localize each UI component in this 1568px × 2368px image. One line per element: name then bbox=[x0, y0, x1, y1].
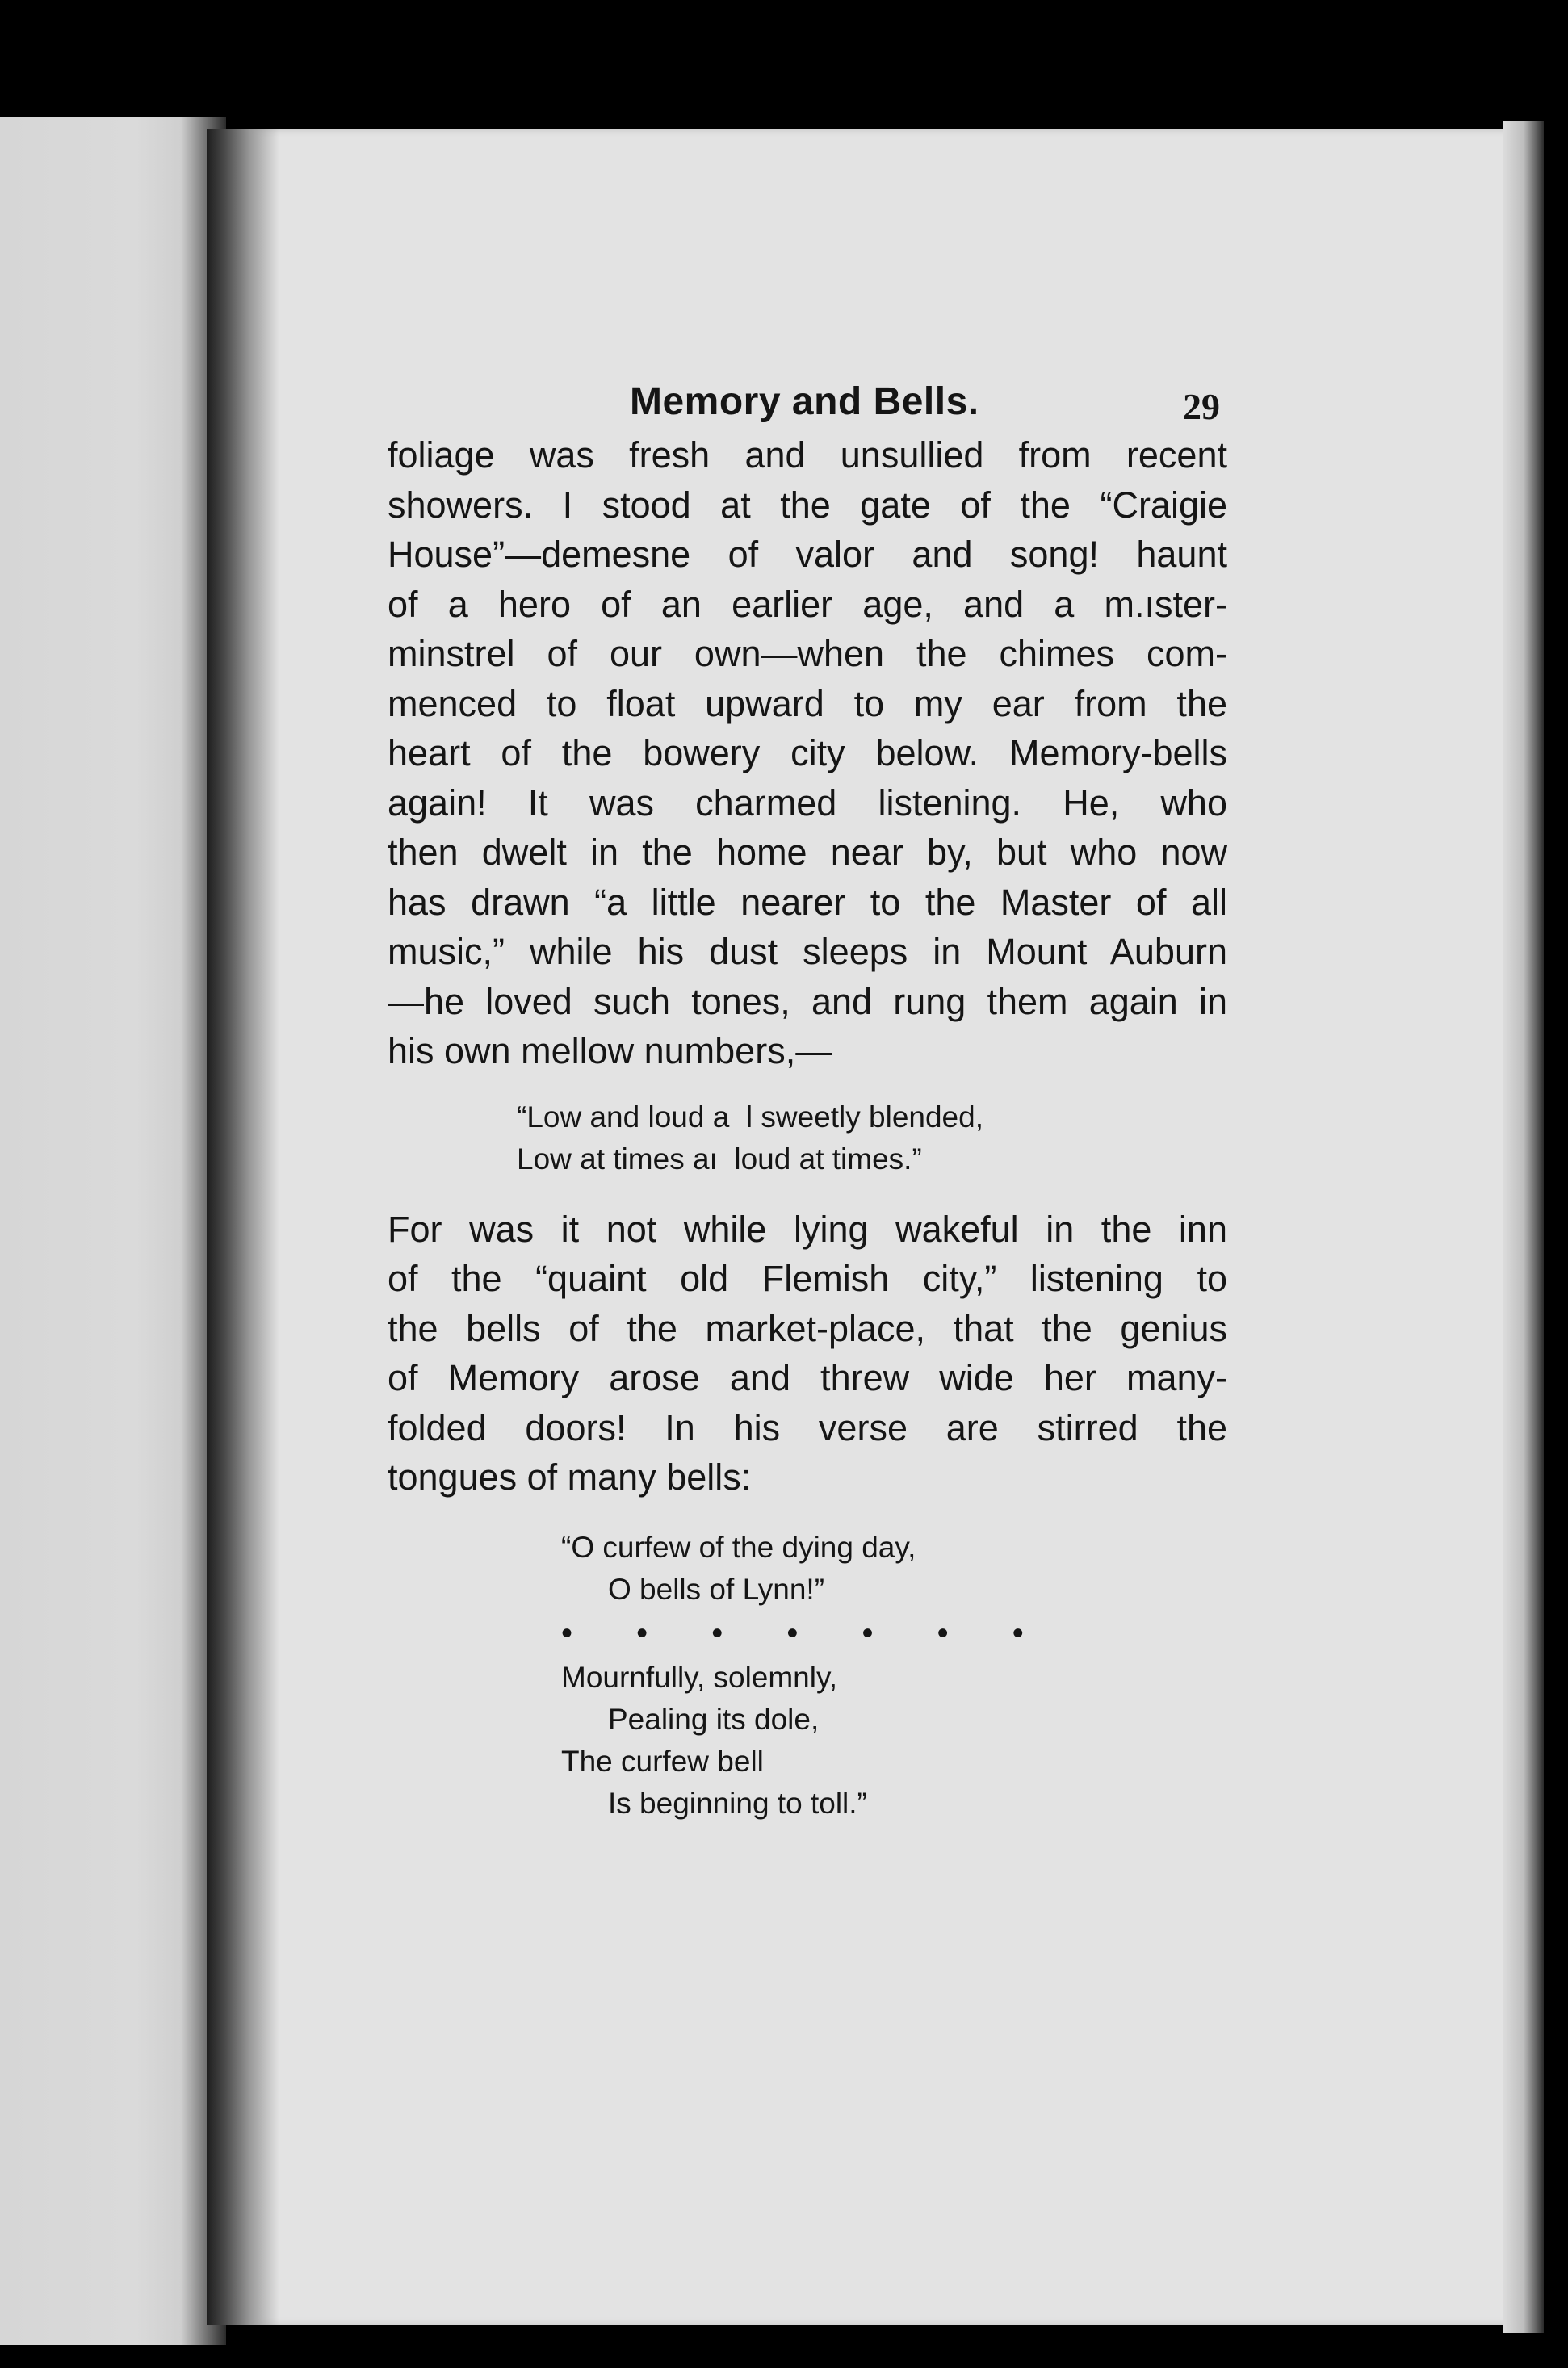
text-line: then dwelt in the home near by, but who now bbox=[388, 832, 1227, 873]
page-header bbox=[388, 367, 1227, 432]
text-line: House”—demesne of valor and song! haunt bbox=[388, 534, 1227, 575]
verse-line: O bells of Lynn!” bbox=[608, 1572, 825, 1606]
verse-line: Mournfully, solemnly, bbox=[561, 1660, 838, 1694]
text-line: menced to float upward to my ear from the bbox=[388, 682, 1227, 724]
verse-line: The curfew bell bbox=[561, 1744, 764, 1778]
verse-line: Low at times aı loud at times.” bbox=[517, 1142, 922, 1176]
text-line: of the “quaint old Flemish city,” listening to bbox=[388, 1258, 1227, 1299]
paragraph-1 bbox=[388, 430, 1227, 1076]
ellipsis-row: • • • • • • • bbox=[561, 1615, 1051, 1651]
gutter-shadow bbox=[207, 129, 279, 2325]
text-line: of a hero of an earlier age, and a m.ıster- bbox=[388, 583, 1227, 625]
verse-line: “Low and loud a l sweetly blended, bbox=[517, 1100, 983, 1134]
text-line: heart of the bowery city below. Memory-bells bbox=[388, 732, 1227, 773]
page-number: 29 bbox=[1183, 386, 1220, 427]
text-line: his own mellow numbers,— bbox=[388, 1030, 832, 1071]
text-line: of Memory arose and threw wide her many- bbox=[388, 1357, 1227, 1398]
text-line: minstrel of our own—when the chimes com- bbox=[388, 633, 1227, 674]
verse-line: “O curfew of the dying day, bbox=[561, 1530, 916, 1564]
text-line: music,” while his dust sleeps in Mount Auburn bbox=[388, 931, 1227, 972]
text-line: tongues of many bells: bbox=[388, 1456, 752, 1498]
text-line: the bells of the market-place, that the genius bbox=[388, 1307, 1227, 1349]
text-line: has drawn “a little nearer to the Master of all bbox=[388, 881, 1227, 923]
text-line: foliage was fresh and unsullied from recent bbox=[388, 434, 1227, 476]
text-line: —he loved such tones, and rung them again in bbox=[388, 980, 1227, 1022]
verse-line: Is beginning to toll.” bbox=[608, 1786, 867, 1820]
page-text bbox=[388, 367, 1227, 1825]
verse-line: Pealing its dole, bbox=[608, 1702, 820, 1736]
right-page-edge bbox=[1503, 121, 1544, 2333]
verse-quote-1 bbox=[517, 1096, 1227, 1180]
verse-quote-3 bbox=[561, 1657, 1227, 1825]
running-head: Memory and Bells. bbox=[630, 380, 979, 423]
left-page-edge bbox=[0, 117, 226, 2345]
text-line: showers. I stood at the gate of the “Craigie bbox=[388, 484, 1227, 526]
verse-quote-2 bbox=[561, 1527, 1227, 1611]
text-line: folded doors! In his verse are stirred the bbox=[388, 1406, 1227, 1448]
text-line: again! It was charmed listening. He, who bbox=[388, 782, 1227, 824]
text-line: For was it not while lying wakeful in the inn bbox=[388, 1208, 1227, 1250]
paragraph-2 bbox=[388, 1205, 1227, 1503]
